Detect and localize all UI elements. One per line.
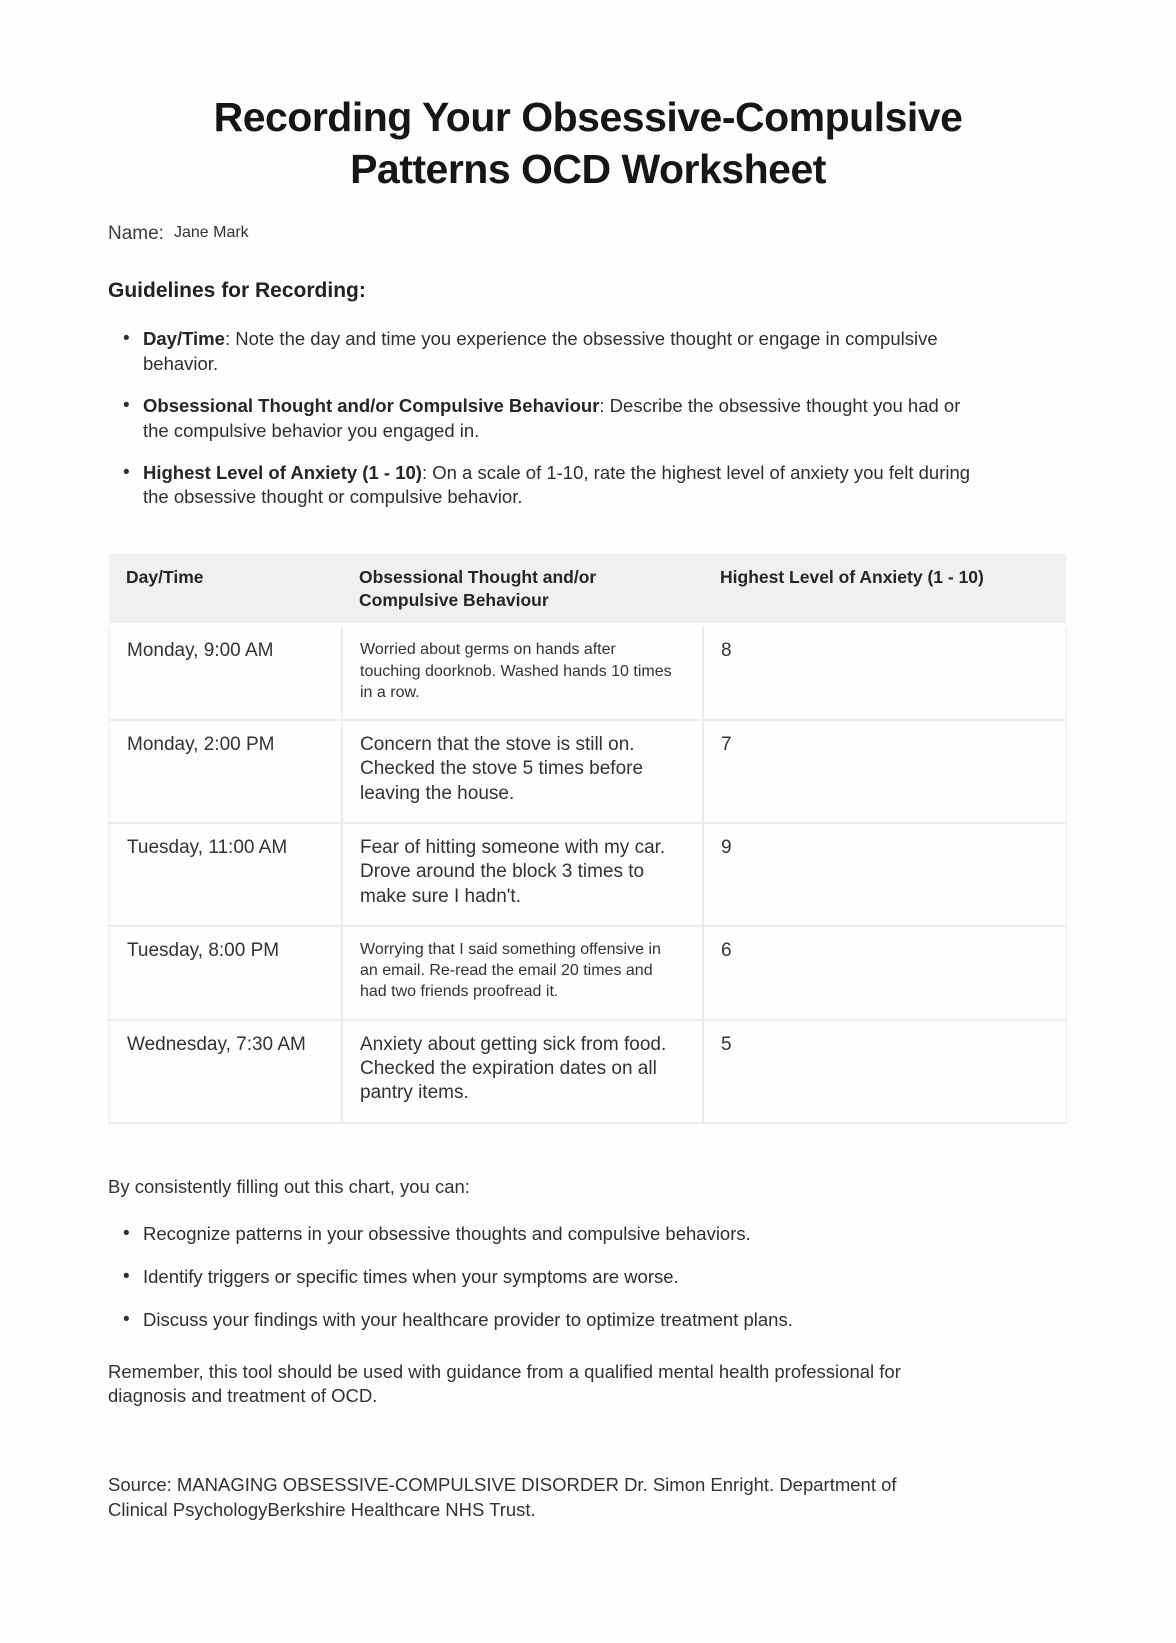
cell-daytime: Monday, 9:00 AM <box>109 625 342 720</box>
guideline-item <box>108 461 988 510</box>
summary-bullet: • Recognize patterns in your obsessive thoughts and compulsive behaviors. <box>108 1222 1020 1246</box>
guidelines-heading: Guidelines for Recording: <box>108 279 366 303</box>
reminder-paragraph: Remember, this tool should be used with guidance from a qualified mental health professional for diagnosis and treatment of OCD. <box>108 1360 901 1407</box>
cell-anxiety: 6 <box>703 926 1066 1020</box>
summary-bullet: • Discuss your findings with your healthcare provider to optimize treatment plans. <box>108 1308 1020 1332</box>
page-title: Recording Your Obsessive-Compulsive Patterns OCD Worksheet <box>213 94 963 192</box>
cell-daytime: Wednesday, 7:30 AM <box>109 1020 342 1123</box>
cell-thought: Anxiety about getting sick from food. Checked the expiration dates on all pantry items. <box>342 1020 703 1123</box>
guideline-desc: : Note the day and time you experience the obsessive thought or engage in compulsive behavior. <box>143 328 938 374</box>
ocd-log-table <box>108 554 1067 1124</box>
cell-anxiety: 7 <box>703 720 1066 823</box>
table-row <box>109 926 1066 1020</box>
table-row <box>109 823 1066 926</box>
guideline-item <box>108 394 988 443</box>
table-row <box>109 625 1066 720</box>
cell-anxiety: 8 <box>703 625 1066 720</box>
guideline-item <box>108 327 988 376</box>
guideline-desc: : Describe the obsessive thought you had or the compulsive behavior you engaged in. <box>143 395 961 441</box>
cell-daytime: Tuesday, 11:00 AM <box>109 823 342 926</box>
cell-daytime: Monday, 2:00 PM <box>109 720 342 823</box>
table-row <box>109 1020 1066 1123</box>
summary-bullet: • Identify triggers or specific times when your symptoms are worse. <box>108 1265 1020 1289</box>
table-header-anxiety: Highest Level of Anxiety (1 - 10) <box>703 554 1066 626</box>
guideline-term: Obsessional Thought and/or Compulsive Behaviour <box>143 395 600 417</box>
summary-list <box>108 1222 1068 1333</box>
cell-thought: Worrying that I said something offensive in an email. Re-read the email 20 times and had two friends proofread it. <box>342 926 703 1020</box>
cell-thought: Concern that the stove is still on. Checked the stove 5 times before leaving the house. <box>342 720 703 823</box>
name-row <box>108 223 1068 245</box>
guideline-term: Highest Level of Anxiety (1 - 10) <box>143 461 422 483</box>
table-header-daytime: Day/Time <box>109 554 342 626</box>
table-header-thought: Obsessional Thought and/or Compulsive Behaviour <box>342 554 703 626</box>
source-paragraph: Source: MANAGING OBSESSIVE-COMPULSIVE DISORDER Dr. Simon Enright. Department of Clinical PsychologyBerkshire Healthcare NHS Trust. <box>108 1473 897 1520</box>
cell-daytime: Tuesday, 8:00 PM <box>109 926 342 1020</box>
guideline-term: Day/Time <box>143 328 225 350</box>
table-header-row <box>109 554 1066 626</box>
cell-thought: Worried about germs on hands after touching doorknob. Washed hands 10 times in a row. <box>342 625 703 720</box>
table-row <box>109 720 1066 823</box>
name-value: Jane Mark <box>173 224 249 242</box>
name-label: Name: <box>108 223 164 245</box>
summary-intro: By consistently filling out this chart, you can: <box>108 1175 470 1197</box>
cell-thought: Fear of hitting someone with my car. Drove around the block 3 times to make sure I hadn't. <box>342 823 703 926</box>
cell-anxiety: 9 <box>703 823 1066 926</box>
guideline-desc: : On a scale of 1-10, rate the highest level of anxiety you felt during the obsessive thought or compulsive behavior. <box>143 461 971 508</box>
cell-anxiety: 5 <box>703 1020 1066 1123</box>
guidelines-list <box>108 327 1068 509</box>
